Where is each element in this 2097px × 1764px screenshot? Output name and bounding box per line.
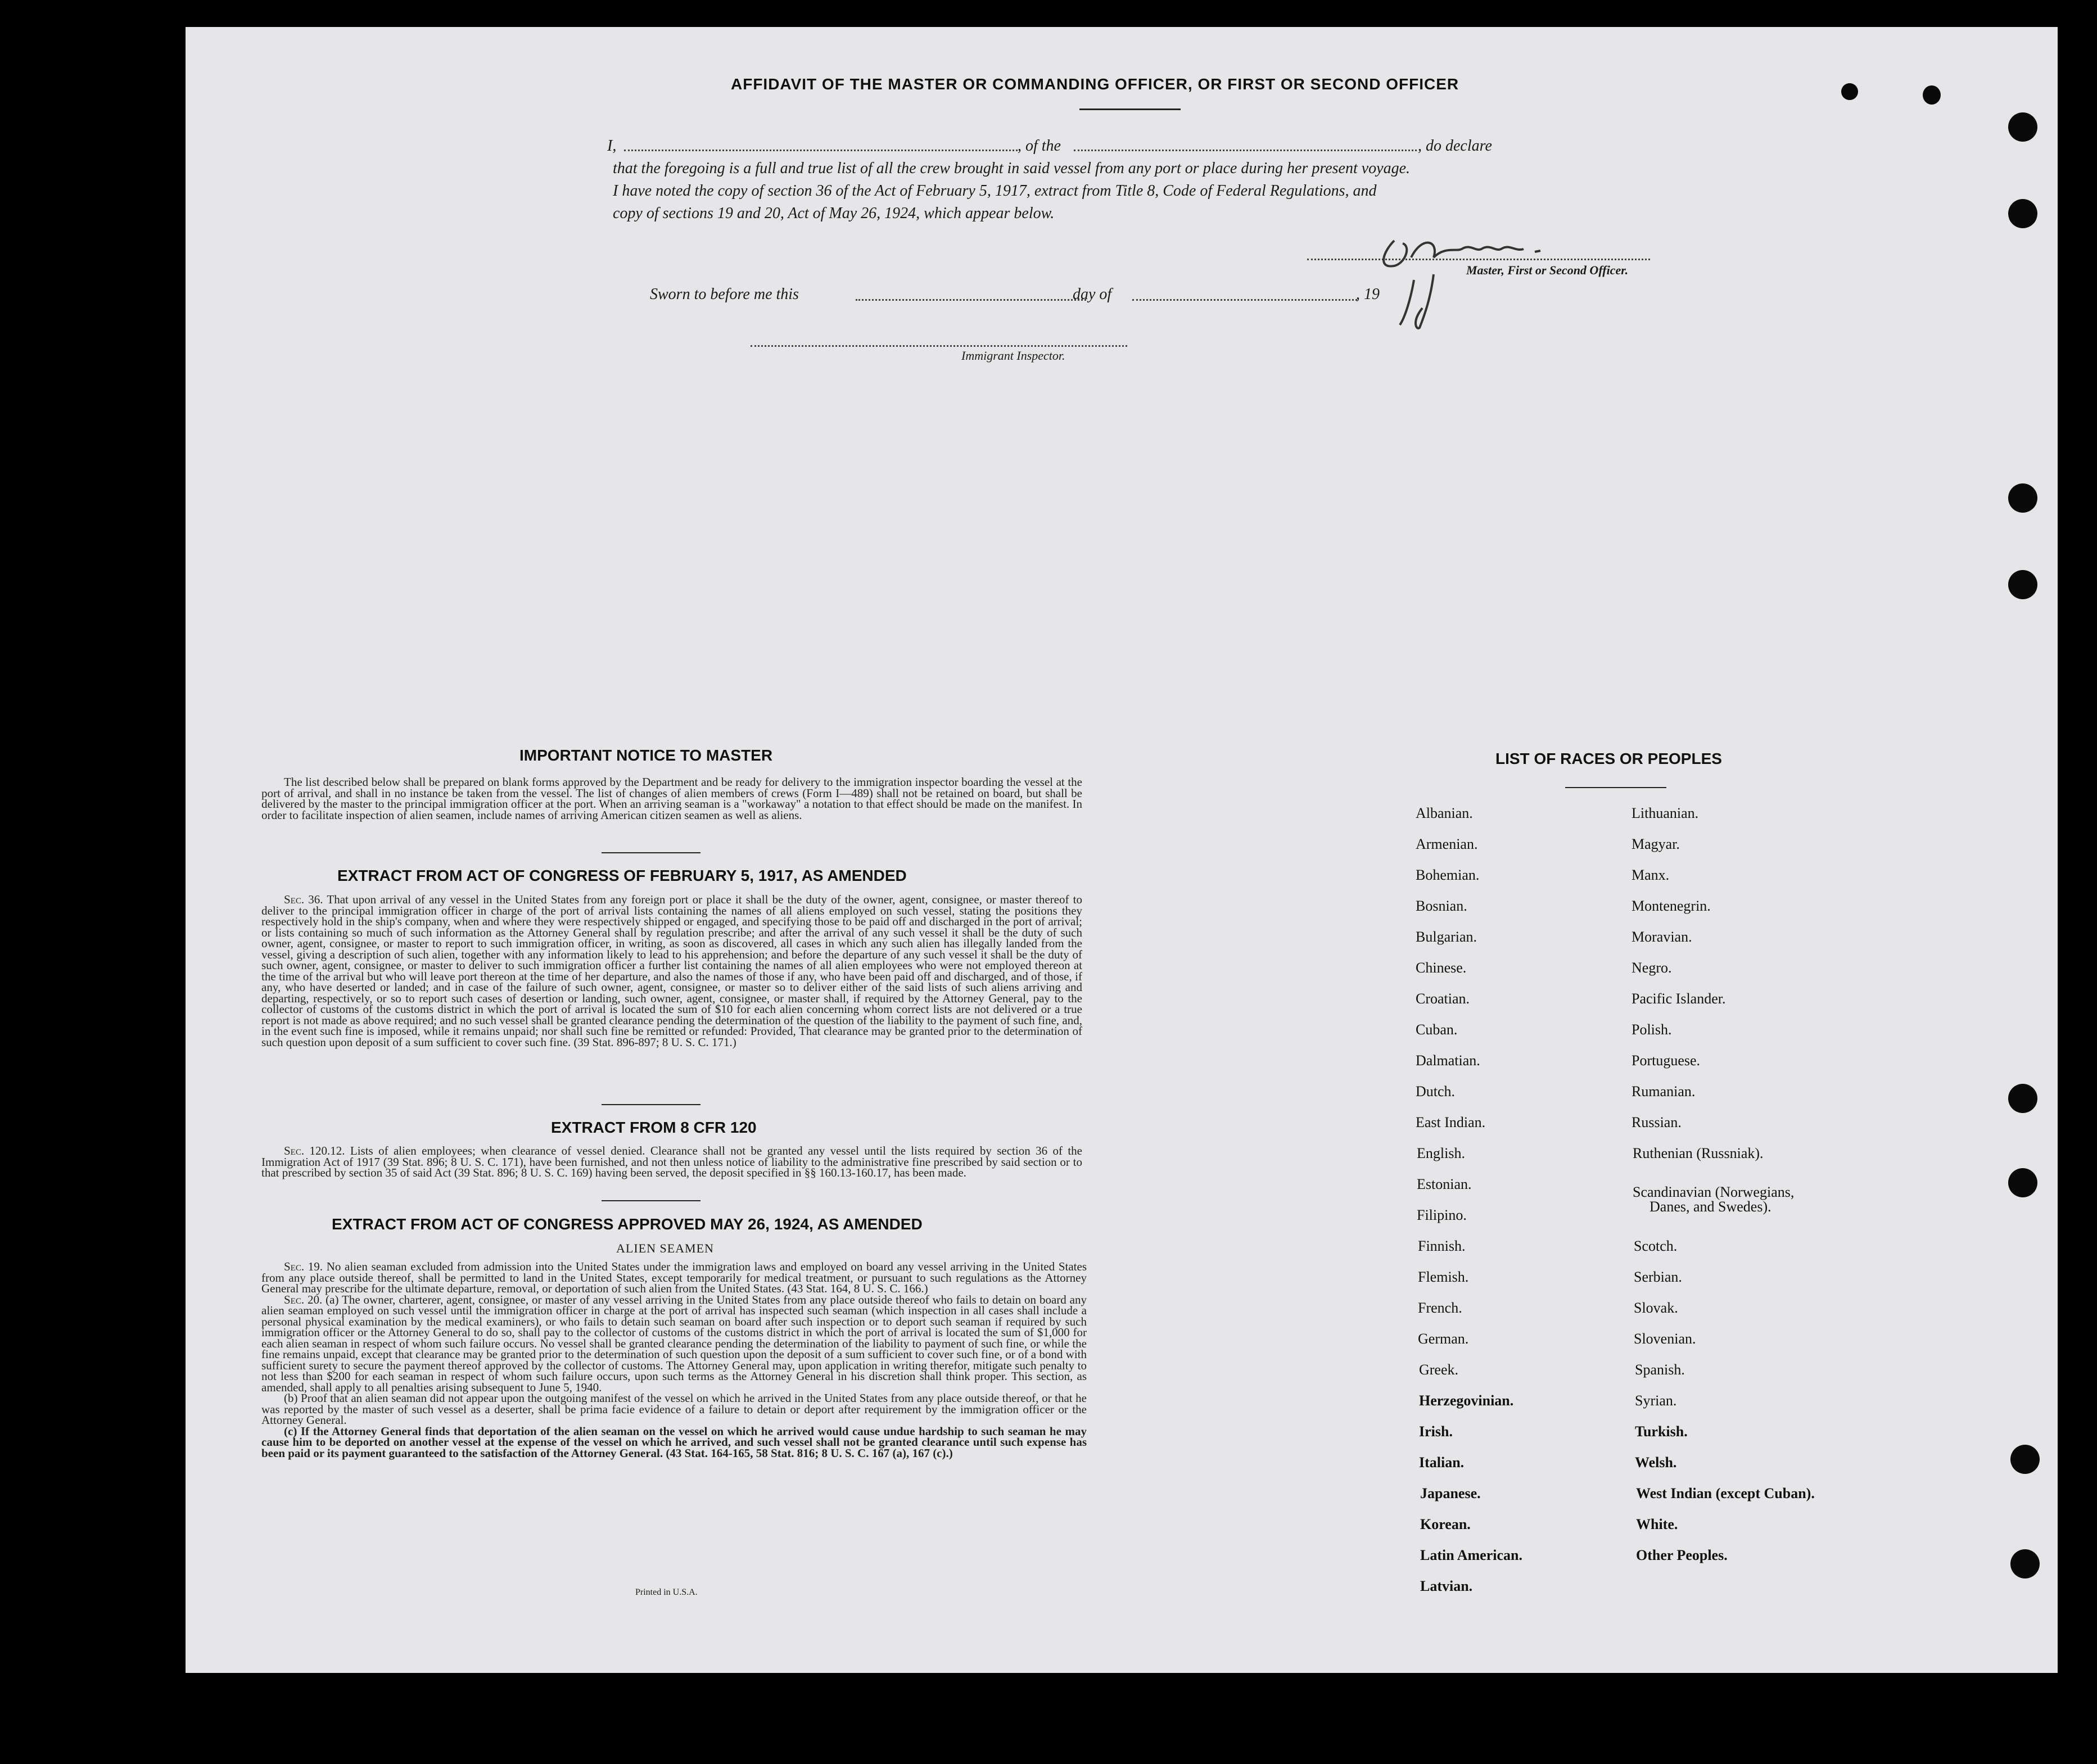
affidavit-of-the: , of the xyxy=(1018,137,1061,155)
signature-role: Master, First or Second Officer. xyxy=(1466,263,1629,277)
race-item: Syrian. xyxy=(1635,1392,1677,1409)
race-item: Latin American. xyxy=(1420,1547,1522,1563)
year-label: , 19 xyxy=(1356,286,1380,303)
race-item: Albanian. xyxy=(1416,805,1473,821)
race-item: Ruthenian (Russniak). xyxy=(1633,1145,1764,1161)
race-item: Bohemian. xyxy=(1416,867,1480,883)
race-item: Danes, and Swedes). xyxy=(1649,1198,1771,1215)
punch-hole xyxy=(2008,199,2037,228)
notice-title: IMPORTANT NOTICE TO MASTER xyxy=(519,747,773,764)
race-item: Lithuanian. xyxy=(1631,805,1699,821)
race-item: East Indian. xyxy=(1416,1114,1486,1130)
sworn-month-line[interactable] xyxy=(1132,299,1357,301)
race-item: Scandinavian (Norwegians, xyxy=(1633,1184,1795,1200)
punch-hole xyxy=(2008,1084,2037,1113)
race-item: Moravian. xyxy=(1631,929,1692,945)
race-item: White. xyxy=(1636,1516,1678,1532)
affidavit-title: AFFIDAVIT OF THE MASTER OR COMMANDING OFFICER, OR FIRST OR SECOND OFFICER xyxy=(731,75,1459,93)
affidavit-line-3: I have noted the copy of section 36 of the Act of February 5, 1917, extract from Title 8, Code of Federal Regulations, and xyxy=(613,182,1377,200)
punch-hole xyxy=(2008,112,2037,142)
race-item: Greek. xyxy=(1419,1362,1459,1378)
race-item: Slovak. xyxy=(1634,1300,1678,1316)
punch-hole xyxy=(1923,85,1941,105)
race-item: Finnish. xyxy=(1418,1238,1466,1254)
race-item: Negro. xyxy=(1631,960,1672,976)
race-item: Bosnian. xyxy=(1416,898,1467,914)
extract-1917-text: Sec. 36. That upon arrival of any vessel in the United States from any foreign port or place it shall be the duty of the owner, agent, consignee, or master thereof to deliver to the principal immigration officer in charge of the port of arrival lists containing the names of all aliens employed on such vessel, stating the positions they respectively hold in the ship's company, when and where they were respectively shipped or engaged, and specifying those to be paid off and discharged in the port of arrival; or lists containing so much of such information as the Attorney General shall by regulation prescribe; and after the arrival of any such vessel it shall be the duty of such owner, agent, consignee, or master to report to such immigration officer, in writing, as soon as discovered, all cases in which any such alien has illegally landed from the vessel, giving a description of such alien, together with any information likely to lead to his apprehension; and before the departure of any such vessel it shall be the duty of such owner, agent, consignee, or master to deliver to such immigration officer a further list containing the names of all alien employees who were not employed thereon at the time of the arrival but who will leave port thereon at the time of her departure, and also the names of those if any, who have been paid off and discharged, and of those, if any, who have deserted or landed; and in case of the failure of such owner, agent, consignee, or master so to deliver either of the said lists of such aliens arriving and departing, respectively, or so to report such cases of desertion or landing, such owner, agent, consignee, or master shall, if required by the Attorney General, pay to the collector of customs of the customs district in which the port of arrival is located the sum of $10 for each alien concerning whom correct lists are not delivered or a true report is not made as above required; and no such vessel shall be granted clearance pending the determination of the question of the liability to the payment of such fine, and, in the event such fine is imposed, while it remains unpaid; nor shall such fine be remitted or refunded: Provided, That clearance may be granted prior to the determination of such question upon deposit of a sum sufficient to cover such fine. (39 Stat. 896-897; 8 U. S. C. 171.) xyxy=(261,893,1082,1049)
sworn-label: Sworn to before me this xyxy=(650,286,799,303)
printed-in-usa: Printed in U.S.A. xyxy=(635,1587,698,1597)
race-item: Spanish. xyxy=(1635,1362,1685,1378)
divider xyxy=(602,1104,700,1105)
race-item: Polish. xyxy=(1631,1021,1672,1038)
notice-text: The list described below shall be prepared on blank forms approved by the Department and be ready for delivery to the immigration inspector boarding the vessel at the port of arrival, and shall in no instance be taken from the vessel. The list of changes of alien members of crews (Form I—489) shall not be retained on board, but shall be delivered by the master to the principal immigration officer at the port. When an arriving seaman is a "workaway" a notation to that effect should be made on the manifest. In order to facilitate inspection of alien seamen, include names of arriving American citizen seamen as well as aliens. xyxy=(261,775,1082,822)
extract-cfr-title: EXTRACT FROM 8 CFR 120 xyxy=(551,1119,757,1136)
race-item: Rumanian. xyxy=(1631,1083,1696,1100)
divider xyxy=(602,1200,700,1201)
affidavit-line-4: copy of sections 19 and 20, Act of May 26, 1924, which appear below. xyxy=(613,205,1055,222)
extract-1924-title: EXTRACT FROM ACT OF CONGRESS APPROVED MAY 26, 1924, AS AMENDED xyxy=(332,1215,923,1233)
race-item: Korean. xyxy=(1420,1516,1471,1532)
punch-hole xyxy=(2008,1168,2037,1197)
divider xyxy=(602,852,700,853)
race-item: Magyar. xyxy=(1631,836,1680,852)
races-title: LIST OF RACES OR PEOPLES xyxy=(1495,750,1722,767)
divider xyxy=(1565,787,1666,788)
race-item: Russian. xyxy=(1631,1114,1682,1130)
race-item: Chinese. xyxy=(1416,960,1467,976)
race-item: Turkish. xyxy=(1635,1423,1688,1440)
inspector-line[interactable] xyxy=(751,345,1127,347)
race-item: Croatian. xyxy=(1416,990,1470,1007)
race-item: Scotch. xyxy=(1634,1238,1678,1254)
extract-1924-text: Sec. 19. No alien seaman excluded from admission into the United States under the immigration laws and employed on board any vessel arriving in the United States from any place outside thereof, shall be permitted to land in the United States, except temporarily for medical treatment, or pursuant to such regulations as the Attorney General may prescribe for the ultimate departure, removal, or deportation of such alien from the United States. (43 Stat. 164, 8 U. S. C. 166.) Sec. 20. (a) The owner, charterer, agent, consignee, or master of any vessel arriving in the United States from any place outside thereof who fails to detain on board any alien seaman employed on such vessel until the immigration officer in charge at the port of arrival has inspected such seaman (which inspection in all cases shall include a personal physical examination by the medical examiners), or who fails to detain such seaman on board after such inspection or to deport such seaman if required by such immigration officer or the Attorney General to do so, shall pay to the collector of customs of the customs district in which the port of arrival is located the sum of $1,000 for each alien seaman in respect of whom such failure occurs. No vessel shall be granted clearance pending the determination of the liability to payment of such fine, or while the fine remains unpaid, except that clearance may be granted prior to the determination of such question upon the deposit of a sum sufficient to cover such fine, or of a bond with sufficient surety to secure the payment thereof approved by the collector of customs. The Attorney General may, upon application in writing therefor, mitigate such penalty to not less than $200 for each seaman in respect of whom such failure occurs, upon such terms as the Attorney General in his discretion shall think proper. This section, as amended, shall apply to all penalties arising subsequent to June 5, 1940. (b) Proof that an alien seaman did not appear upon the outgoing manifest of the vessel on which he arrived in the United States from any place outside thereof, or that he was reported by the master of such vessel as a deserter, shall be prima facie evidence of a failure to detain or deport after requirement by the immigration officer or the Attorney General. (c) If the Attorney General finds that deportation of the alien seaman on the vessel on which he arrived would cause undue hardship to such seaman he may cause him to be deported on another vessel at the expense of the vessel on which he arrived, and such vessel shall not be granted clearance until such expense has been paid or its payment guaranteed to the satisfaction of the Attorney General. (43 Stat. 164-165, 58 Stat. 816; 8 U. S. C. 167 (a), 167 (c).) xyxy=(261,1260,1087,1460)
race-item: German. xyxy=(1418,1331,1469,1347)
race-item: Slovenian. xyxy=(1634,1331,1696,1347)
race-item: Herzegovinian. xyxy=(1419,1392,1514,1409)
race-item: Portuguese. xyxy=(1631,1052,1701,1069)
document-page xyxy=(186,27,2058,1673)
affidavit-do-declare: , do declare xyxy=(1418,137,1492,155)
race-item: Manx. xyxy=(1631,867,1670,883)
day-of-label: day of xyxy=(1073,286,1112,303)
name-line[interactable] xyxy=(624,150,1018,151)
race-item: Estonian. xyxy=(1417,1176,1472,1192)
race-item: Serbian. xyxy=(1634,1269,1682,1285)
race-item: Other Peoples. xyxy=(1636,1547,1728,1563)
punch-hole xyxy=(1841,83,1858,100)
race-item: Armenian. xyxy=(1416,836,1478,852)
punch-hole xyxy=(2010,1445,2040,1474)
race-item: Bulgarian. xyxy=(1416,929,1477,945)
vessel-line[interactable] xyxy=(1074,150,1417,151)
affidavit-line-2: that the foregoing is a full and true list of all the crew brought in said vessel from any port or place during her present voyage. xyxy=(613,160,1411,177)
race-item: Dutch. xyxy=(1416,1083,1456,1100)
race-item: Montenegrin. xyxy=(1631,898,1711,914)
race-item: English. xyxy=(1417,1145,1465,1161)
race-item: Filipino. xyxy=(1417,1207,1467,1223)
race-item: Flemish. xyxy=(1418,1269,1469,1285)
race-item: Irish. xyxy=(1419,1423,1453,1440)
race-item: Japanese. xyxy=(1420,1485,1481,1501)
inspector-label: Immigrant Inspector. xyxy=(961,349,1065,363)
race-item: West Indian (except Cuban). xyxy=(1636,1485,1815,1501)
divider xyxy=(1079,108,1181,110)
affidavit-i-label: I, xyxy=(607,137,617,155)
race-item: Pacific Islander. xyxy=(1631,990,1726,1007)
sworn-day-line[interactable] xyxy=(856,299,1086,301)
race-item: Cuban. xyxy=(1416,1021,1458,1038)
extract-cfr-text: Sec. 120.12. Lists of alien employees; when clearance of vessel denied. Clearance shall not be granted any vessel until the lists required by section 36 of the Immigration Act of 1917 (39 Stat. 896; 8 U. S. C. 171), have been furnished, and not then unless notice of liability to the administrative fine prescribed by said section or to that prescribed by section 35 of said Act (39 Stat. 896; 8 U. S. C. 169) having been served, the deposit specified in §§ 160.13-160.17, has been made. xyxy=(261,1144,1083,1179)
race-item: French. xyxy=(1418,1300,1462,1316)
race-item: Italian. xyxy=(1419,1454,1465,1471)
extract-1924-subtitle: ALIEN SEAMEN xyxy=(616,1241,714,1255)
race-item: Latvian. xyxy=(1420,1578,1473,1594)
extract-1917-title: EXTRACT FROM ACT OF CONGRESS OF FEBRUARY 5, 1917, AS AMENDED xyxy=(337,867,907,884)
punch-hole xyxy=(2008,483,2037,513)
punch-hole xyxy=(2010,1549,2040,1578)
race-item: Welsh. xyxy=(1635,1454,1677,1471)
race-item: Dalmatian. xyxy=(1416,1052,1480,1069)
punch-hole xyxy=(2008,570,2037,599)
